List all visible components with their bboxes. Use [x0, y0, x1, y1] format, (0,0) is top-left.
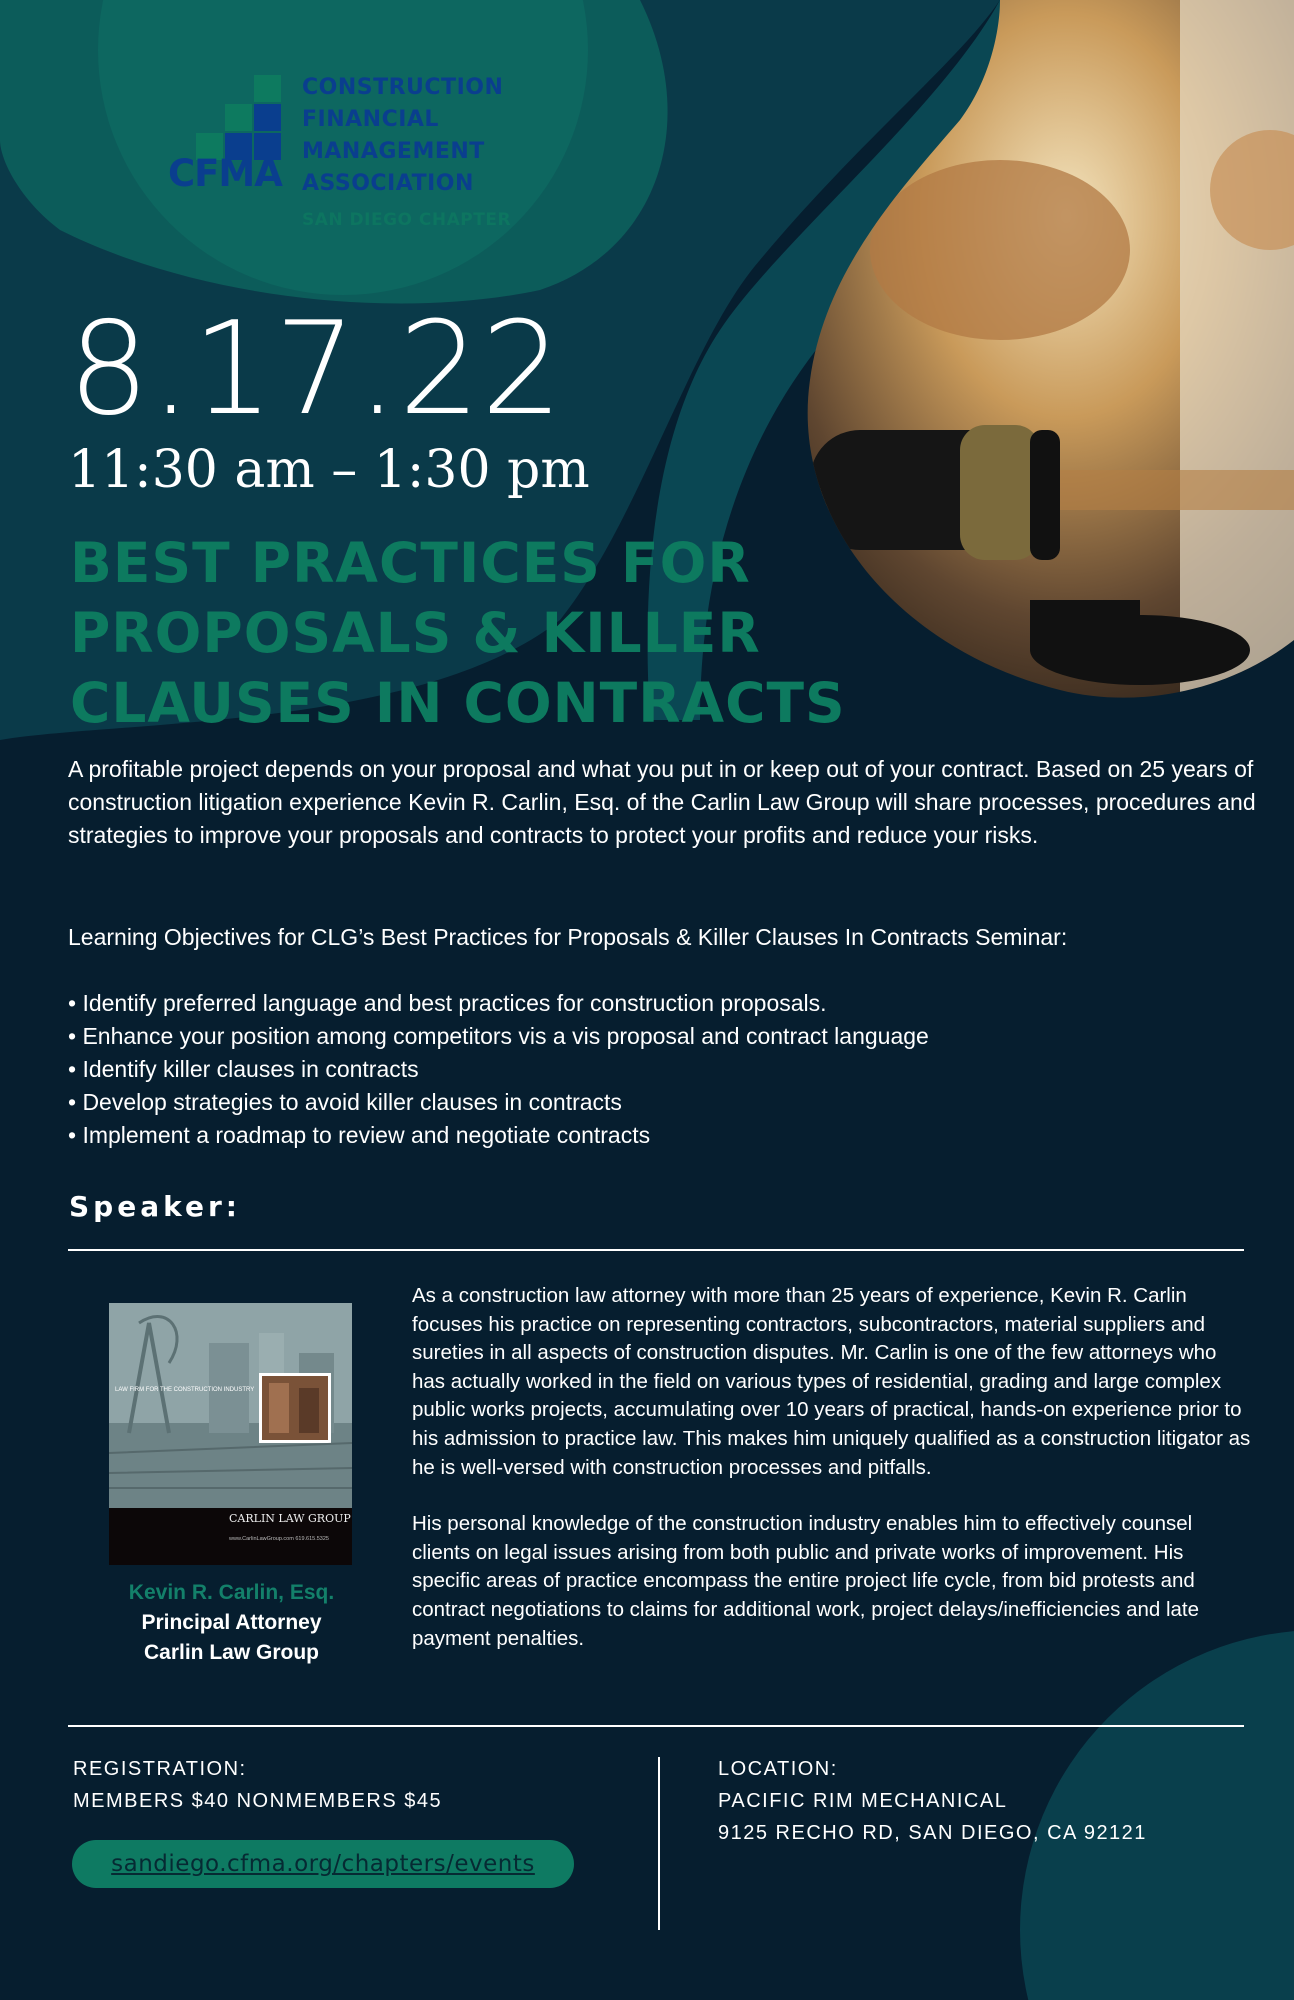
objectives-label: Learning Objectives for CLG’s Best Practices for Proposals & Killer Clauses In Contracts Seminar:: [68, 924, 1068, 950]
speaker-org: Carlin Law Group: [143, 1641, 319, 1664]
logo-chapter: SAN DIEGO CHAPTER: [302, 210, 512, 230]
event-time: 11:30 am – 1:30 pm: [68, 440, 590, 500]
vertical-divider: [658, 1757, 660, 1930]
registration-block: [73, 1753, 442, 1817]
location-address: 9125 RECHO RD, SAN DIEGO, CA 92121: [718, 1822, 1147, 1844]
event-date: 8.17.22: [68, 295, 564, 444]
event-title: [70, 528, 870, 738]
title-line: CLAUSES IN CONTRACTS: [70, 671, 846, 735]
registration-prices: MEMBERS $40 NONMEMBERS $45: [73, 1790, 443, 1812]
speaker-role: Principal Attorney: [141, 1611, 322, 1634]
speaker-heading: Speaker:: [69, 1190, 241, 1223]
list-item: • Identify preferred language and best practices for construction proposals.: [68, 990, 827, 1016]
registration-label: REGISTRATION:: [73, 1758, 247, 1780]
bio-paragraph: His personal knowledge of the construction industry enables him to effectively counsel clients on legal issues arising from both public and private works of improvement. His specific areas of practice encompass the entire project life cycle, from bid protests and contract negotiations to claims for additional work, project delays/inefficiencies and late payment penalties.: [412, 1512, 1200, 1650]
location-venue: PACIFIC RIM MECHANICAL: [718, 1790, 1008, 1812]
title-line: BEST PRACTICES FOR: [70, 531, 751, 595]
location-block: [718, 1753, 1147, 1849]
logo-line: FINANCIAL: [302, 107, 439, 132]
photo-tagline: LAW FIRM FOR THE CONSTRUCTION INDUSTRY: [115, 1387, 255, 1393]
speaker-photo: [109, 1303, 352, 1565]
logo-line: CONSTRUCTION: [302, 75, 504, 100]
list-item: • Implement a roadmap to review and negotiate contracts: [68, 1122, 651, 1148]
logo-line: ASSOCIATION: [302, 171, 474, 196]
objectives-list: [68, 987, 1268, 1152]
registration-link[interactable]: sandiego.cfma.org/chapters/events: [111, 1851, 535, 1877]
list-item: • Develop strategies to avoid killer clauses in contracts: [68, 1089, 622, 1115]
logo-line: MANAGEMENT: [302, 139, 485, 164]
logo-abbreviation: CFMA: [168, 152, 282, 195]
divider: [68, 1249, 1244, 1251]
list-item: • Enhance your position among competitors vis a vis proposal and contract language: [68, 1023, 929, 1049]
speaker-bio: [412, 1282, 1252, 1681]
list-item: • Identify killer clauses in contracts: [68, 1056, 419, 1082]
divider: [68, 1725, 1244, 1727]
intro-paragraph: A profitable project depends on your proposal and what you put in or keep out of your contract. Based on 25 years of construction litigation experience Kevin R. Carlin, Esq. of the Carlin Law Group will share processes, procedures and strategies to improve your proposals and contracts to protect your profits and reduce your risks.: [68, 756, 1256, 848]
logo-name: [302, 72, 511, 236]
title-line: PROPOSALS & KILLER: [70, 601, 761, 665]
photo-brand: CARLIN LAW GROUP: [229, 1512, 351, 1525]
registration-link-button[interactable]: [72, 1840, 574, 1888]
location-label: LOCATION:: [718, 1758, 838, 1780]
construction-site-image: [109, 1303, 352, 1508]
bio-paragraph: As a construction law attorney with more than 25 years of experience, Kevin R. Carlin focuses his practice on representing contractors, subcontractors, material suppliers and sureties in all aspects of construction disputes. Mr. Carlin is one of the few attorneys who has actually worked in the field on various types of residential, grading and large complex public works projects, accumulating over 10 years of practical, hands-on experience prior to his admission to practice law. This makes him uniquely qualified as a construction litigator as he is well-versed with construction processes and pitfalls.: [412, 1284, 1251, 1479]
speaker-name: Kevin R. Carlin, Esq.: [128, 1581, 335, 1604]
photo-url: www.CarlinLawGroup.com 619.615.5325: [229, 1536, 329, 1542]
